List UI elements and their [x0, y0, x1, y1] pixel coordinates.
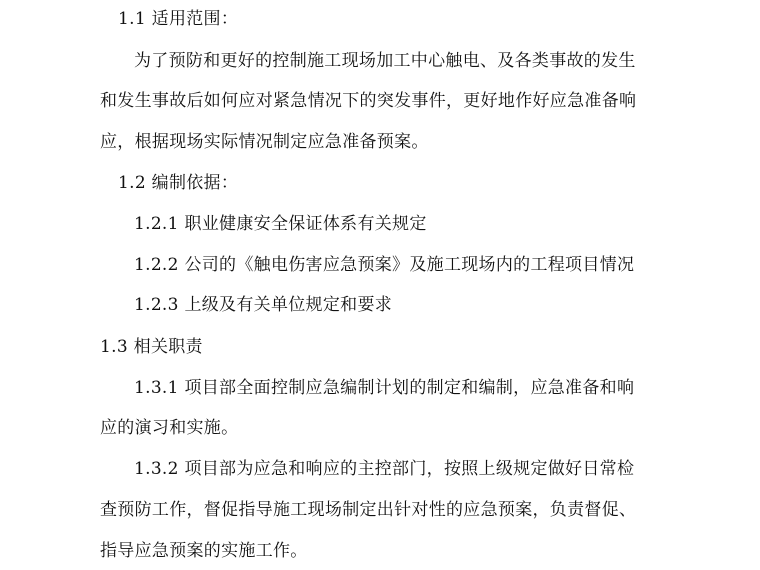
paragraph-line: 查预防工作，督促指导施工现场制定出针对性的应急预案，负责督促、 — [100, 500, 637, 520]
list-item: 1.2.1 职业健康安全保证体系有关规定 — [134, 214, 427, 234]
paragraph-line: 和发生事故后如何应对紧急情况下的突发事件，更好地作好应急准备响 — [100, 91, 637, 111]
section-heading-1-3: 1.3 相关职责 — [100, 337, 203, 357]
section-heading-1-1: 1.1 适用范围： — [118, 9, 239, 29]
paragraph-line: 应，根据现场实际情况制定应急准备预案。 — [100, 132, 429, 152]
section-heading-1-2: 1.2 编制依据： — [118, 173, 239, 193]
list-item: 1.2.2 公司的《触电伤害应急预案》及施工现场内的工程项目情况 — [134, 255, 635, 275]
paragraph-line: 1.3.2 项目部为应急和响应的主控部门，按照上级规定做好日常检 — [134, 459, 635, 479]
paragraph-line: 为了预防和更好的控制施工现场加工中心触电、及各类事故的发生 — [134, 51, 636, 71]
paragraph-line: 指导应急预案的实施工作。 — [100, 541, 308, 561]
paragraph-line: 1.3.1 项目部全面控制应急编制计划的制定和编制，应急准备和响 — [134, 378, 635, 398]
list-item: 1.2.3 上级及有关单位规定和要求 — [134, 295, 393, 315]
paragraph-line: 应的演习和实施。 — [100, 418, 239, 438]
